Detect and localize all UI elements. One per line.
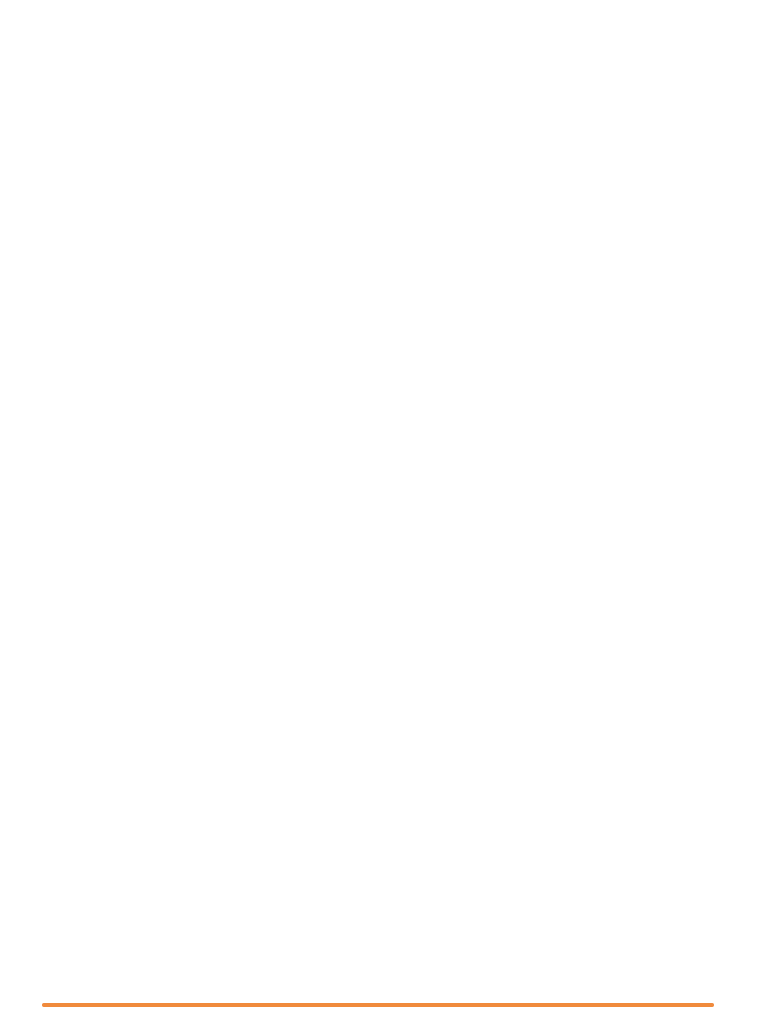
watermark-text: [60, 0, 473, 520]
footer-divider: [42, 1003, 714, 1007]
